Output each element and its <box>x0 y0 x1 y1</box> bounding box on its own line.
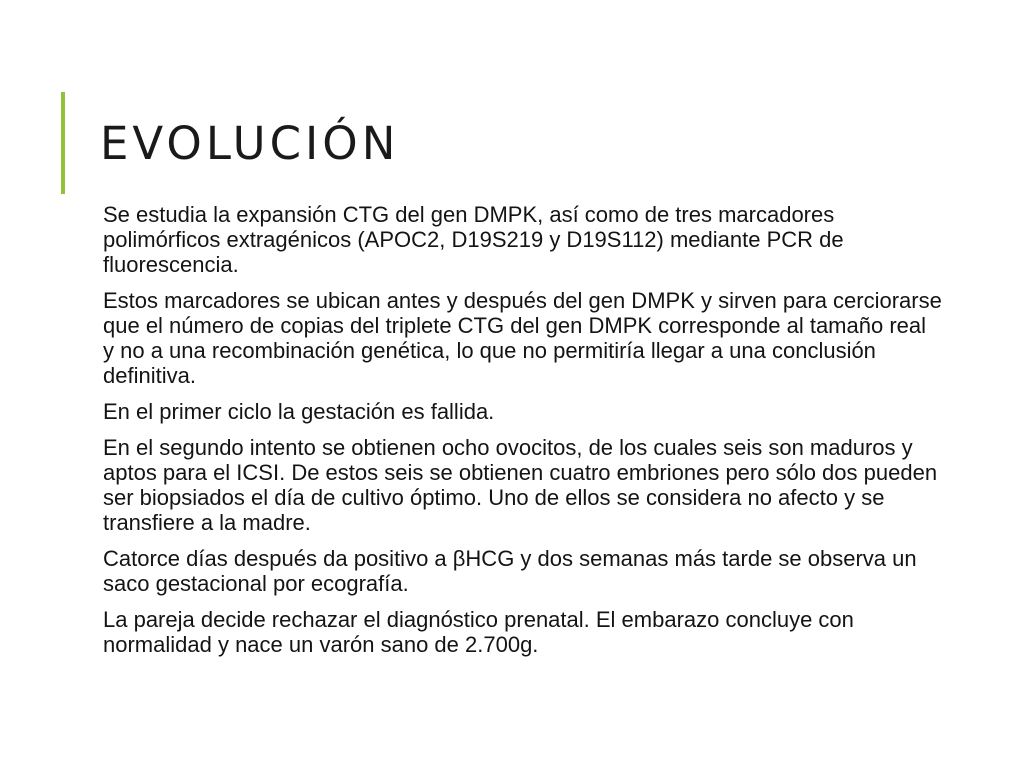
paragraph: La pareja decide rechazar el diagnóstico prenatal. El embarazo concluye con normalidad y nace un varón sano de 2.700g. <box>103 607 854 657</box>
paragraph: En el segundo intento se obtienen ocho ovocitos, de los cuales seis son maduros y aptos para el ICSI. De estos seis se obtienen cuatro embriones pero sólo dos pueden ser biopsiados el día de cultivo óptimo. Uno de ellos se considera no afecto y se transfiere a la madre. <box>103 435 938 535</box>
title-accent-bar <box>61 92 65 194</box>
paragraph: Se estudia la expansión CTG del gen DMPK, así como de tres marcadores polimórficos extragénicos (APOC2, D19S219 y D19S112) mediante PCR de fluorescencia. <box>103 202 844 277</box>
paragraph: En el primer ciclo la gestación es fallida. <box>103 399 495 424</box>
slide-title: EVOLUCIÓN <box>100 117 400 170</box>
paragraph: Estos marcadores se ubican antes y después del gen DMPK y sirven para cerciorarse que el número de copias del triplete CTG del gen DMPK corresponde al tamaño real y no a una recombinación genética, lo que no permitiría llegar a una conclusión definitiva. <box>103 288 942 388</box>
slide-body <box>103 202 943 668</box>
paragraph: Catorce días después da positivo a βHCG y dos semanas más tarde se observa un saco gestacional por ecografía. <box>103 546 917 596</box>
